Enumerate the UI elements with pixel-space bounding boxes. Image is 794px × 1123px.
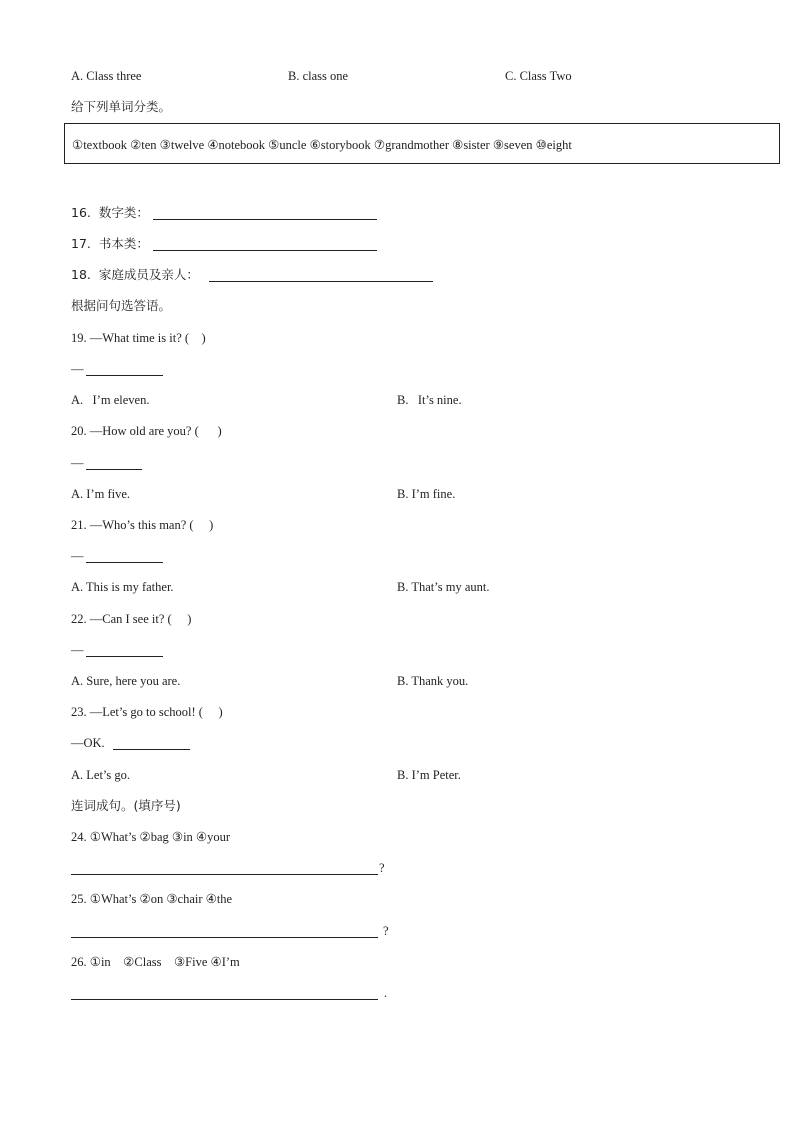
question-23-answer-blank[interactable]: [113, 749, 190, 750]
order-item-26-answer-blank[interactable]: [71, 999, 378, 1000]
question-22-option-a[interactable]: A. Sure, here you are.: [71, 674, 181, 688]
question-20: 20. —How old are you? ( ): [71, 424, 222, 438]
word-bank-box: [64, 123, 780, 164]
order-item-24-end: ?: [379, 861, 385, 875]
order-item-25-prompt: 25. ①What’s ②on ③chair ④the: [71, 892, 233, 906]
order-item-24-prompt: 24. ①What’s ②bag ③in ④your: [71, 830, 231, 844]
classify-item-18-answer-blank[interactable]: [209, 281, 433, 282]
order-item-25-answer-blank[interactable]: [71, 937, 378, 938]
question-21-option-a[interactable]: A. This is my father.: [71, 580, 174, 594]
question-19-option-a[interactable]: A. I’m eleven.: [71, 393, 150, 407]
classify-item-16-label: 16. 数字类：: [71, 205, 149, 220]
classify-item-16-answer-blank[interactable]: [153, 219, 377, 220]
question-19-dash: —: [71, 362, 84, 376]
word-bank: ①textbook ②ten ③twelve ④notebook ⑤uncle ⑥storybook ⑦grandmother ⑧sister ⑨seven ⑩eight: [72, 138, 572, 152]
question-22: 22. —Can I see it? ( ): [71, 612, 192, 626]
question-22-dash: —: [71, 643, 84, 657]
order-item-26-prompt: 26. ①in ②Class ③Five ④I’m: [71, 955, 240, 969]
question-23-option-b[interactable]: B. I’m Peter.: [397, 768, 461, 782]
question-20-option-a[interactable]: A. I’m five.: [71, 487, 131, 501]
classify-item-17-answer-blank[interactable]: [153, 250, 377, 251]
question-22-answer-blank[interactable]: [86, 656, 163, 657]
question-19-answer-blank[interactable]: [86, 375, 163, 376]
question-20-dash: —: [71, 456, 84, 470]
question-19: 19. —What time is it? ( ): [71, 331, 206, 345]
classify-heading: 给下列单词分类。: [71, 99, 172, 114]
order-item-24-answer-blank[interactable]: [71, 874, 378, 875]
order-heading: 连词成句。(填序号): [71, 798, 181, 813]
option-c[interactable]: C. Class Two: [505, 69, 572, 83]
question-22-option-b[interactable]: B. Thank you.: [397, 674, 469, 688]
question-21-dash: —: [71, 549, 84, 563]
option-b[interactable]: B. class one: [288, 69, 349, 83]
question-23-option-a[interactable]: A. Let’s go.: [71, 768, 131, 782]
order-item-25-end: ?: [383, 924, 389, 938]
classify-item-18-label: 18. 家庭成员及亲人：: [71, 267, 199, 282]
question-20-answer-blank[interactable]: [86, 469, 142, 470]
question-19-option-b[interactable]: B. It’s nine.: [397, 393, 462, 407]
question-20-option-b[interactable]: B. I’m fine.: [397, 487, 456, 501]
question-23-dash: —OK.: [71, 736, 105, 750]
order-item-26-end: .: [384, 986, 388, 1000]
question-21-answer-blank[interactable]: [86, 562, 163, 563]
question-21: 21. —Who’s this man? ( ): [71, 518, 214, 532]
question-23: 23. —Let’s go to school! ( ): [71, 705, 223, 719]
dialogue-heading: 根据问句选答语。: [71, 298, 172, 313]
classify-item-17-label: 17. 书本类：: [71, 236, 149, 251]
question-21-option-b[interactable]: B. That’s my aunt.: [397, 580, 490, 594]
option-a[interactable]: A. Class three: [71, 69, 142, 83]
